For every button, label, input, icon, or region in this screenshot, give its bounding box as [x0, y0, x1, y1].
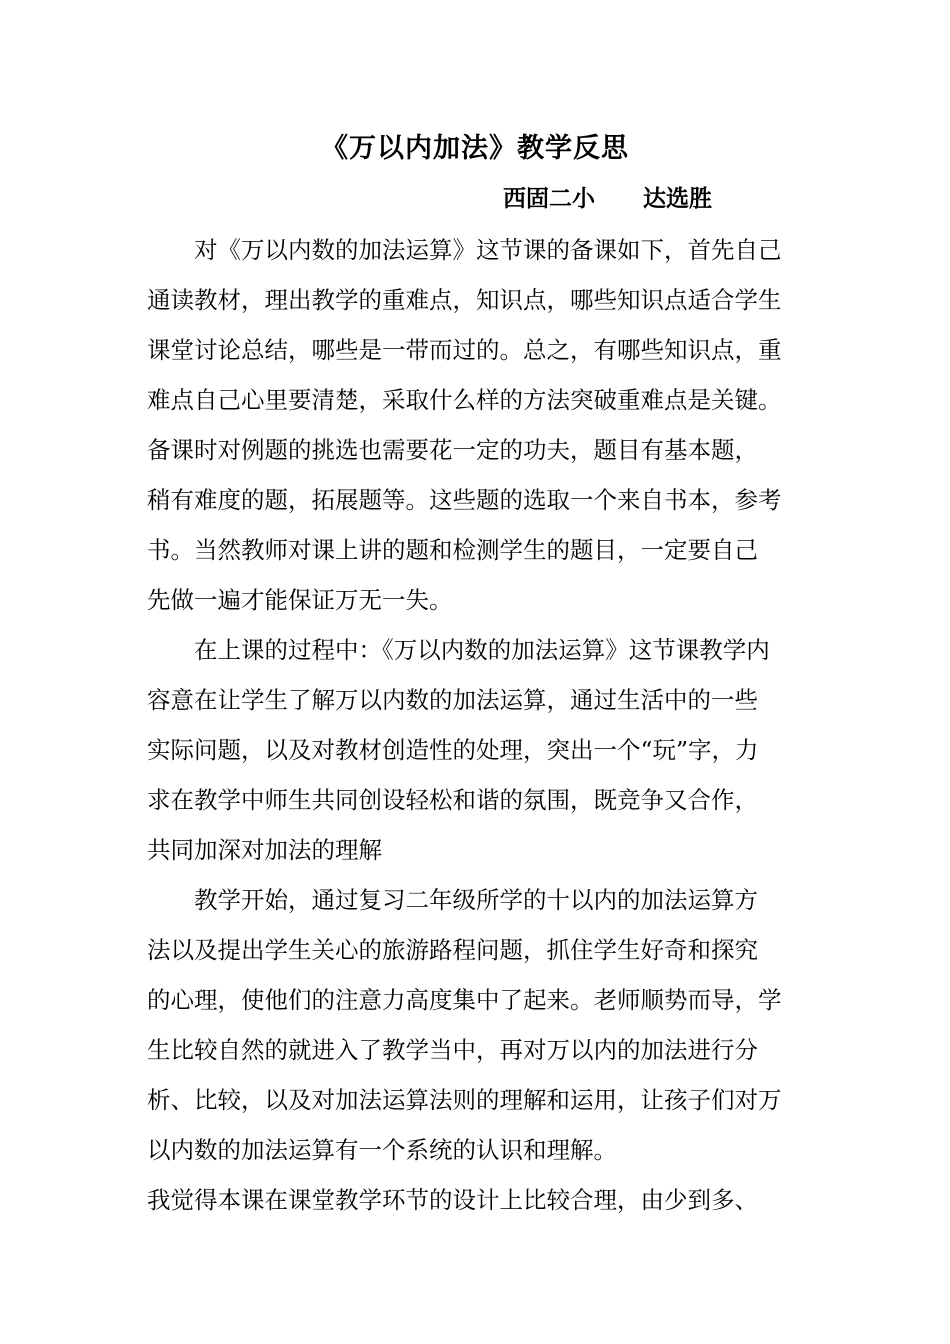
body-line: 先做一遍才能保证万无一失。: [147, 586, 453, 614]
document-title: 《万以内加法》教学反思: [321, 133, 629, 164]
body-line: 备课时对例题的挑选也需要花一定的功夫，题目有基本题，: [147, 436, 758, 464]
body-line: 容意在让学生了解万以内数的加法运算，通过生活中的一些: [147, 686, 758, 714]
body-line: 我觉得本课在课堂教学环节的设计上比较合理，由少到多、: [147, 1186, 758, 1214]
author-name: 达选胜: [643, 186, 713, 212]
body-line: 在上课的过程中：《万以内数的加法运算》这节课教学内: [147, 636, 770, 664]
body-line: 析、比较，以及对加法运算法则的理解和运用，让孩子们对万: [147, 1086, 782, 1114]
body-line: 课堂讨论总结，哪些是一带而过的。总之，有哪些知识点，重: [147, 336, 782, 364]
byline: [503, 180, 712, 218]
body-line: 稍有难度的题，拓展题等。这些题的选取一个来自书本，参考: [147, 486, 782, 514]
body-line: 书。当然教师对课上讲的题和检测学生的题目，一定要自己: [147, 536, 758, 564]
body-line: 法以及提出学生关心的旅游路程问题，抓住学生好奇和探究: [147, 936, 758, 964]
body-line: 共同加深对加法的理解: [147, 836, 382, 864]
body-line: 的心理，使他们的注意力高度集中了起来。老师顺势而导，学: [147, 986, 782, 1014]
body-line: 对《万以内数的加法运算》这节课的备课如下，首先自己: [147, 236, 782, 264]
body-line: 以内数的加法运算有一个系统的认识和理解。: [147, 1136, 617, 1164]
body-line: 通读教材，理出教学的重难点，知识点，哪些知识点适合学生: [147, 286, 782, 314]
body-line: 难点自己心里要清楚，采取什么样的方法突破重难点是关键。: [147, 386, 782, 414]
body-line: 实际问题，以及对教材创造性的处理，突出一个“玩”字，力: [147, 736, 759, 764]
body-line: 求在教学中师生共同创设轻松和谐的氛围，既竞争又合作，: [147, 786, 758, 814]
school-name: 西固二小: [503, 186, 595, 212]
body-line: 教学开始，通过复习二年级所学的十以内的加法运算方: [147, 886, 758, 914]
body-line: 生比较自然的就进入了教学当中，再对万以内的加法进行分: [147, 1036, 758, 1064]
